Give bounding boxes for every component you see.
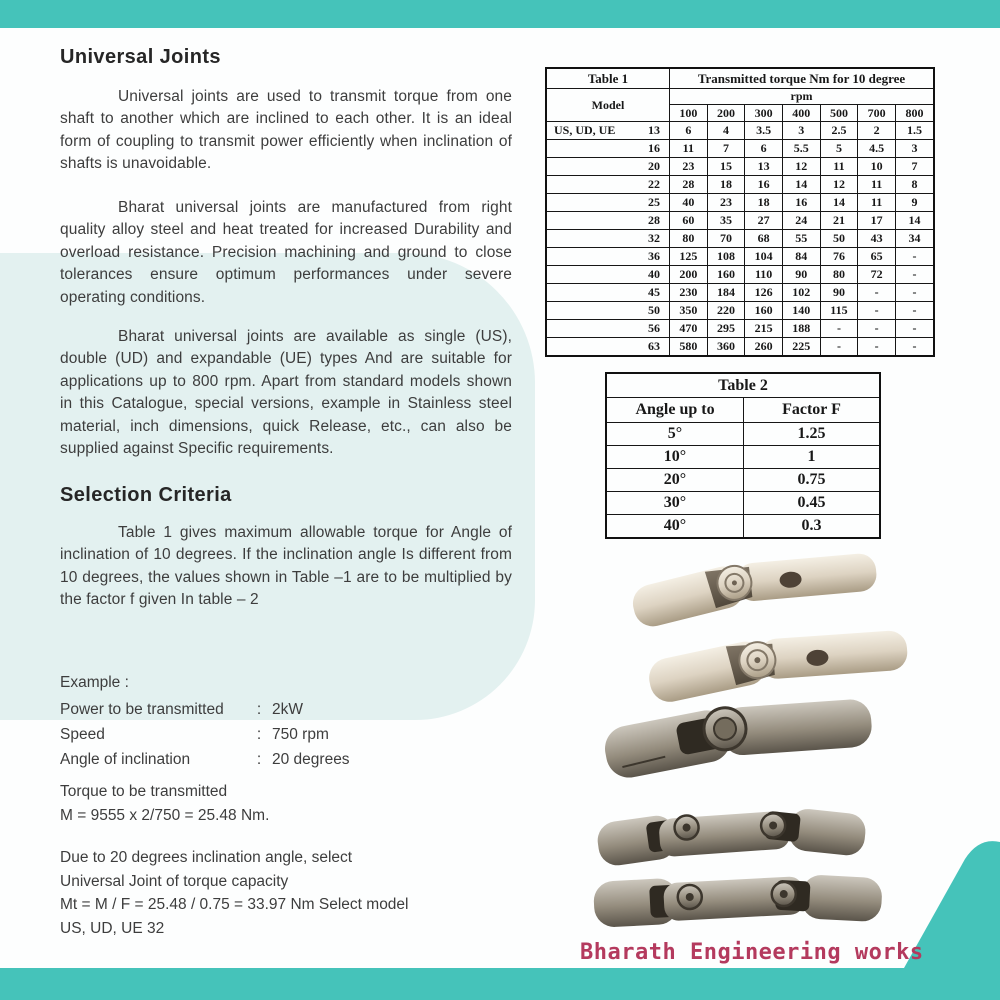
table2-factor-cell: 0.75 [744, 469, 881, 492]
table1-value-cell: 28 [670, 176, 708, 194]
table1-value-cell: 24 [782, 212, 820, 230]
table1-value-cell: 18 [745, 194, 783, 212]
table1-value-cell: 6 [670, 122, 708, 140]
table1-rpm-column: 500 [820, 105, 858, 122]
table1-value-cell: - [858, 284, 896, 302]
torque-heading: Torque to be transmitted [60, 783, 228, 800]
table1-value-cell: - [820, 338, 858, 357]
conclusion-line: Universal Joint of torque capacity [60, 872, 289, 890]
table1-value-cell: 200 [670, 266, 708, 284]
table1-value-cell: 140 [782, 302, 820, 320]
paragraph-selection: Table 1 gives maximum allowable torque for Angle of inclination of 10 degrees. If the inclination angle Is different from 10 degrees, the values shown in Table –1 are to be multiplied by the factor f given In table – 2 [60, 524, 512, 609]
table1-row [546, 248, 934, 266]
table1-value-cell: 4 [707, 122, 745, 140]
paragraph-intro: Universal joints are used to transmit torque from one shaft to another which are inclined to each other. It is an ideal form of coupling to transmit power efficiently when inclination of shafts is unavoidable. [60, 88, 512, 173]
table1-row [546, 194, 934, 212]
table2-factor [605, 372, 881, 539]
paragraph-manufacturing: Bharat universal joints are manufactured from right quality alloy steel and heat treated for increased Durability and overload resistance. Precision machining and ground to close tolerances ensure optimum performances under severe operating conditions. [60, 199, 512, 306]
table1-value-cell: 8 [895, 176, 934, 194]
table1-value-cell: 50 [820, 230, 858, 248]
table1-model-cell [546, 302, 670, 320]
example-block [60, 670, 512, 772]
table1-value-cell: 115 [820, 302, 858, 320]
table2-row [606, 446, 880, 469]
table2-factor-cell: 0.45 [744, 492, 881, 515]
table1-value-cell: 104 [745, 248, 783, 266]
table1-value-cell: 60 [670, 212, 708, 230]
conclusion-block [60, 846, 512, 940]
table1-value-cell: 70 [707, 230, 745, 248]
table1-corner-label: Table 1 [546, 68, 670, 89]
table1-value-cell: 184 [707, 284, 745, 302]
example-row [60, 747, 512, 772]
table1-value-cell: 10 [858, 158, 896, 176]
table1-value-cell: 23 [670, 158, 708, 176]
table1-value-cell: - [820, 320, 858, 338]
table1-value-cell: 470 [670, 320, 708, 338]
example-label: Speed [60, 726, 105, 743]
table1-value-cell: 14 [820, 194, 858, 212]
table1-value-cell: 2.5 [820, 122, 858, 140]
table1-value-cell: 23 [707, 194, 745, 212]
brand-name: Bharath Engineering works [580, 940, 924, 965]
table1-value-cell: 126 [745, 284, 783, 302]
table1-value-cell: 68 [745, 230, 783, 248]
example-label: Angle of inclination [60, 751, 191, 768]
table1-value-cell: 76 [820, 248, 858, 266]
table1-value-cell: 72 [858, 266, 896, 284]
table1-value-cell: 4.5 [858, 140, 896, 158]
table1-value-cell: 220 [707, 302, 745, 320]
table1-model-size: 16 [648, 141, 660, 155]
table1-model-size: 56 [648, 321, 660, 335]
table1-value-cell: - [895, 248, 934, 266]
table1-value-cell: 102 [782, 284, 820, 302]
table1-model-cell [546, 248, 670, 266]
table1-value-cell: 11 [858, 194, 896, 212]
table2-angle-header: Angle up to [606, 398, 744, 423]
table1-row [546, 302, 934, 320]
table1-row [546, 158, 934, 176]
table2-angle-cell: 20° [606, 469, 744, 492]
table1-value-cell: 225 [782, 338, 820, 357]
table1-model-size: 36 [648, 249, 660, 263]
example-value: 2kW [272, 701, 303, 718]
table1-model-size: 32 [648, 231, 660, 245]
table1-value-cell: 11 [670, 140, 708, 158]
cream-universal-joint-1 [629, 548, 884, 649]
table1-value-cell: 27 [745, 212, 783, 230]
table1-value-cell: 17 [858, 212, 896, 230]
table1-rpm-column: 800 [895, 105, 934, 122]
table1-title-row [546, 68, 934, 89]
example-label: Power to be transmitted [60, 701, 224, 718]
conclusion-line: Due to 20 degrees inclination angle, select [60, 849, 353, 866]
table1-row [546, 230, 934, 248]
table1-value-cell: 16 [782, 194, 820, 212]
heading-selection-criteria: Selection Criteria [60, 484, 232, 506]
table1-model-cell [546, 194, 670, 212]
table1-value-cell: 3 [895, 140, 934, 158]
table1-value-cell: 14 [782, 176, 820, 194]
table1-value-cell: 12 [820, 176, 858, 194]
table1-row [546, 284, 934, 302]
table1-value-cell: - [895, 284, 934, 302]
table1-value-cell: 11 [858, 176, 896, 194]
table1-value-cell: 5 [820, 140, 858, 158]
table1-model-size: 28 [648, 213, 660, 227]
table1-value-cell: 6 [745, 140, 783, 158]
table1-value-cell: 16 [745, 176, 783, 194]
example-rows [60, 697, 512, 772]
table2-factor-cell: 1.25 [744, 423, 881, 446]
table1-value-cell: 295 [707, 320, 745, 338]
table1-model-cell [546, 158, 670, 176]
example-title: Example : [60, 674, 129, 691]
example-separator: : [256, 751, 262, 768]
table2-factor-header: Factor F [744, 398, 881, 423]
table1-value-cell: 14 [895, 212, 934, 230]
top-teal-bar [0, 0, 1000, 28]
torque-block [60, 780, 512, 828]
table2-row [606, 469, 880, 492]
table1-value-cell: 35 [707, 212, 745, 230]
steel-universal-joint [601, 679, 879, 796]
table1-value-cell: - [858, 320, 896, 338]
table1-value-cell: 230 [670, 284, 708, 302]
table1-model-cell [546, 284, 670, 302]
table1-value-cell: 43 [858, 230, 896, 248]
table1-value-cell: 260 [745, 338, 783, 357]
table1-row [546, 338, 934, 357]
conclusion-line: Mt = M / F = 25.48 / 0.75 = 33.97 Nm Select model [60, 896, 409, 913]
table1-rpm-column: 400 [782, 105, 820, 122]
table1-row [546, 122, 934, 140]
table1-value-cell: 90 [782, 266, 820, 284]
table1-model-cell [546, 212, 670, 230]
table1-row [546, 140, 934, 158]
table1-value-cell: 1.5 [895, 122, 934, 140]
table1-model-size: 22 [648, 177, 660, 191]
table1-model-size: 63 [648, 339, 660, 353]
table1-value-cell: 360 [707, 338, 745, 357]
table1-value-cell: 55 [782, 230, 820, 248]
table1-value-cell: 580 [670, 338, 708, 357]
table2-angle-cell: 30° [606, 492, 744, 515]
table1-model-size: 50 [648, 303, 660, 317]
table1-model-cell [546, 320, 670, 338]
table1-value-cell: 15 [707, 158, 745, 176]
table1-value-cell: 11 [820, 158, 858, 176]
table2-row [606, 423, 880, 446]
bottom-teal-bar [0, 968, 1000, 1000]
table2-title-row [606, 373, 880, 398]
table1-model-cell [546, 230, 670, 248]
table1-value-cell: 80 [670, 230, 708, 248]
table1-row [546, 266, 934, 284]
table2-factor-cell: 0.3 [744, 515, 881, 539]
table1-rpm-column: 300 [745, 105, 783, 122]
table2-angle-cell: 5° [606, 423, 744, 446]
table1-value-cell: 65 [858, 248, 896, 266]
table1-title: Transmitted torque Nm for 10 degree [670, 68, 935, 89]
table1-rpm-column: 200 [707, 105, 745, 122]
table1-model-cell [546, 176, 670, 194]
table1-value-cell: 84 [782, 248, 820, 266]
table1-value-cell: - [895, 338, 934, 357]
table1-rpm-header: rpm [670, 89, 935, 105]
example-row [60, 697, 512, 722]
table1-row [546, 320, 934, 338]
table1-value-cell: 3 [782, 122, 820, 140]
table1-model-cell [546, 266, 670, 284]
table1-value-cell: 188 [782, 320, 820, 338]
table2-row [606, 515, 880, 539]
table1-value-cell: - [895, 266, 934, 284]
table1-model-size: 45 [648, 285, 660, 299]
table1-value-cell: - [895, 302, 934, 320]
table1-rpm-column: 100 [670, 105, 708, 122]
table1-value-cell: 2 [858, 122, 896, 140]
table1-value-cell: 3.5 [745, 122, 783, 140]
table1-value-cell: 21 [820, 212, 858, 230]
table1-value-cell: 7 [895, 158, 934, 176]
table1-row [546, 212, 934, 230]
table1-model-header: Model [546, 89, 670, 122]
table1-value-cell: 9 [895, 194, 934, 212]
table1-model-prefix: US, UD, UE [554, 123, 616, 137]
table1-value-cell: 125 [670, 248, 708, 266]
table1-value-cell: 350 [670, 302, 708, 320]
paragraph-types: Bharat universal joints are available as single (US), double (UD) and expandable (UE) types And are suitable for applications up to 800 rpm. Apart from standard models shown in this Catalogue, special versions, example in Stainless steel material, inch dimensions, quick Release, etc., can also be supplied against Specific requirements. [60, 328, 512, 458]
table1-model-cell [546, 338, 670, 357]
table1-value-cell: - [895, 320, 934, 338]
conclusion-line: US, UD, UE 32 [60, 919, 165, 937]
table2-angle-cell: 10° [606, 446, 744, 469]
table1-value-cell: 110 [745, 266, 783, 284]
heading-universal-joints: Universal Joints [60, 46, 221, 68]
table1-transmitted-torque [545, 67, 935, 357]
table1-value-cell: 13 [745, 158, 783, 176]
example-separator: : [256, 726, 262, 743]
table1-model-size: 20 [648, 159, 660, 173]
table2-header-row [606, 398, 880, 423]
table2-row [606, 492, 880, 515]
table1-value-cell: - [858, 302, 896, 320]
table2-factor-cell: 1 [744, 446, 881, 469]
table1-model-size: 40 [648, 267, 660, 281]
table2-angle-cell: 40° [606, 515, 744, 539]
table1-value-cell: 34 [895, 230, 934, 248]
example-value: 750 rpm [272, 726, 329, 743]
table1-value-cell: 18 [707, 176, 745, 194]
table1-rpm-column: 700 [858, 105, 896, 122]
table1-value-cell: 5.5 [782, 140, 820, 158]
table1-row [546, 176, 934, 194]
table1-model-cell [546, 122, 670, 140]
table1-value-cell: 7 [707, 140, 745, 158]
table1-value-cell: 160 [745, 302, 783, 320]
table1-rpm-header-row [546, 89, 934, 105]
table1-model-size: 25 [648, 195, 660, 209]
table1-value-cell: - [858, 338, 896, 357]
table2-title: Table 2 [606, 373, 880, 398]
example-row [60, 722, 512, 747]
table1-value-cell: 160 [707, 266, 745, 284]
table1-value-cell: 80 [820, 266, 858, 284]
table1-value-cell: 108 [707, 248, 745, 266]
table1-model-size: 13 [648, 123, 660, 137]
table1-model-cell [546, 140, 670, 158]
example-value: 20 degrees [272, 751, 350, 768]
table1-value-cell: 40 [670, 194, 708, 212]
table1-value-cell: 215 [745, 320, 783, 338]
example-separator: : [256, 701, 262, 718]
torque-formula: M = 9555 x 2/750 = 25.48 Nm. [60, 807, 270, 824]
table1-value-cell: 12 [782, 158, 820, 176]
steel-double-universal-joint-2 [593, 867, 885, 937]
table1-value-cell: 90 [820, 284, 858, 302]
